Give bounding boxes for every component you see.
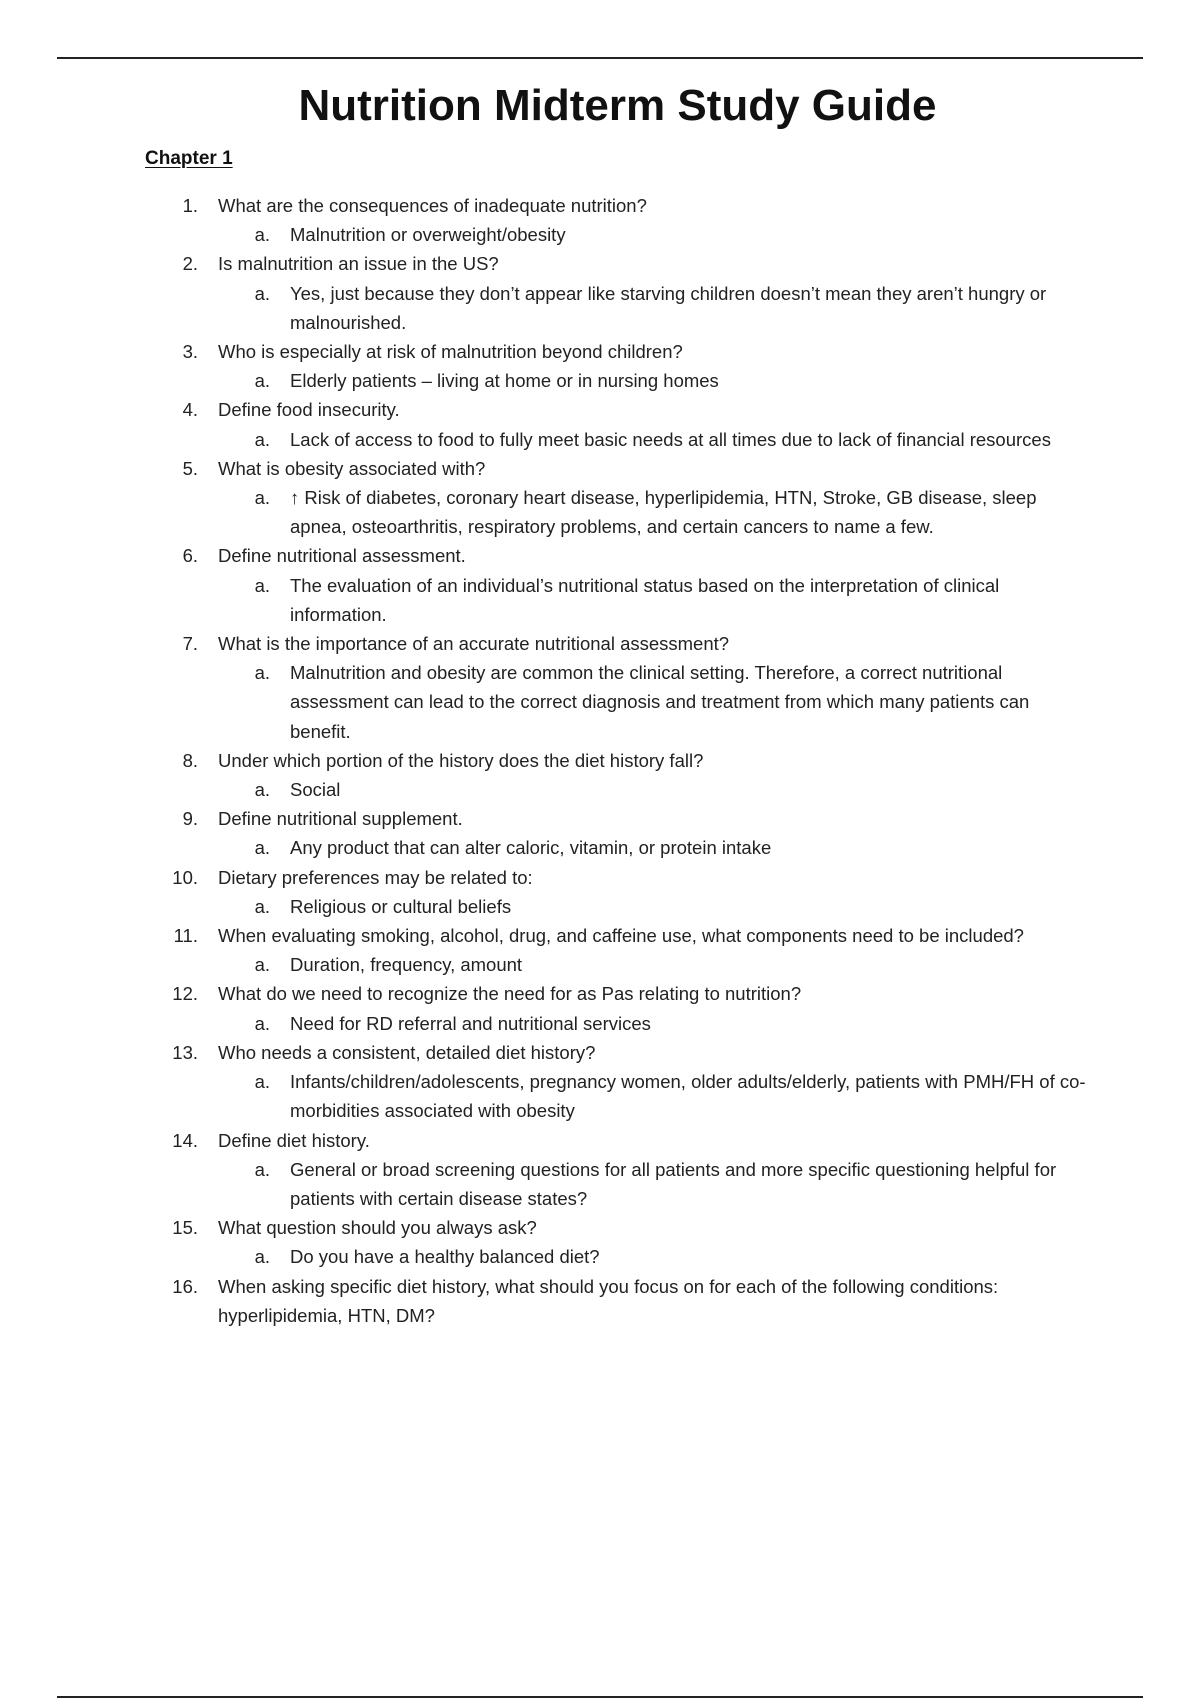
answer-text: Malnutrition and obesity are common the clinical setting. Therefore, a correct nutritional assessment can lead to the correct diagnosis and treatment from which many patients can benefit. [290,662,1030,742]
question-text: When asking specific diet history, what should you focus on for each of the following conditions: hyperlipidemia, HTN, DM? [218,1275,999,1326]
question-text: Dietary preferences may be related to: [218,866,533,888]
question-number: 3. [182,341,198,363]
answer-text: Malnutrition or overweight/obesity [290,224,566,246]
answer-text: ↑ Risk of diabetes, coronary heart disease, hyperlipidemia, HTN, Stroke, GB disease, sleep apnea, osteoarthritis, respiratory problems, and certain cancers to name a few. [290,487,1037,538]
question-item [0,746,1098,775]
answer-item [0,483,1090,541]
question-text: What question should you always ask? [218,1217,537,1239]
answer-text: The evaluation of an individual’s nutritional status based on the interpretation of clinical information. [290,574,1000,625]
question-text: Is malnutrition an issue in the US? [218,253,499,275]
question-item [0,249,1098,278]
question-item [0,629,1098,658]
question-text: What are the consequences of inadequate nutrition? [218,195,647,216]
answer-item [0,833,1090,862]
answer-item [0,1009,1090,1038]
question-number: 8. [182,749,198,771]
question-text: Define nutritional assessment. [218,545,466,567]
answer-text: Yes, just because they don’t appear like starving children doesn’t mean they aren’t hungry or malnourished. [290,282,1047,333]
answer-text: General or broad screening questions for all patients and more specific questioning helpful for patients with certain disease states? [290,1158,1057,1209]
answer-item [0,220,1090,249]
question-number: 10. [172,866,198,888]
question-item [0,541,1098,570]
answer-text: Do you have a healthy balanced diet? [290,1246,600,1268]
answer-marker: a. [254,662,270,684]
question-number: 11. [173,925,198,947]
question-number: 1. [182,195,198,216]
question-text: When evaluating smoking, alcohol, drug, and caffeine use, what components need to be included? [218,925,1024,947]
answer-marker: a. [254,895,270,917]
question-number: 12. [172,983,198,1005]
answer-text: Duration, frequency, amount [290,954,523,976]
question-text: Under which portion of the history does the diet history fall? [218,749,704,771]
answer-marker: a. [254,487,270,509]
answer-item [0,279,1090,337]
question-item [0,454,1098,483]
answer-item [0,950,1090,979]
question-text: Who needs a consistent, detailed diet history? [218,1041,596,1063]
answer-marker: a. [254,1246,270,1268]
answer-item [0,425,1090,454]
question-number: 15. [172,1217,198,1239]
chapter-heading: Chapter 1 [145,148,233,169]
top-divider [57,57,1143,59]
question-number: 4. [182,399,198,421]
answer-text: Elderly patients – living at home or in nursing homes [290,370,719,392]
answer-marker: a. [254,282,270,304]
answer-marker: a. [254,779,270,801]
question-item [0,863,1098,892]
question-item [0,1213,1098,1242]
answer-marker: a. [254,1158,270,1180]
question-number: 13. [172,1041,198,1063]
question-number: 7. [182,633,198,655]
answer-marker: a. [254,574,270,596]
question-text: Define food insecurity. [218,399,400,421]
answer-item [0,1242,1090,1271]
bottom-divider [57,1696,1143,1698]
question-text: What is obesity associated with? [218,457,486,479]
question-item [0,979,1098,1008]
question-number: 14. [172,1129,198,1151]
question-text: Define nutritional supplement. [218,808,463,830]
question-number: 16. [172,1275,198,1297]
question-item [0,1272,1098,1330]
question-text: Who is especially at risk of malnutrition beyond children? [218,341,683,363]
answer-marker: a. [254,837,270,859]
question-number: 2. [182,253,198,275]
document-title: Nutrition Midterm Study Guide [298,81,937,130]
answer-item [0,571,1090,629]
question-item [0,921,1098,950]
answer-marker: a. [254,1071,270,1093]
question-item [0,1126,1098,1155]
answer-text: Lack of access to food to fully meet basic needs at all times due to lack of financial resources [290,428,1051,450]
question-item [0,337,1098,366]
question-item [0,804,1098,833]
answer-item [0,366,1090,395]
question-list [0,191,1200,1330]
answer-marker: a. [254,954,270,976]
question-item [0,191,1098,220]
answer-item [0,892,1090,921]
answer-text: Need for RD referral and nutritional services [290,1012,651,1034]
answer-marker: a. [254,1012,270,1034]
answer-item [0,775,1090,804]
question-number: 6. [182,545,198,567]
question-text: What do we need to recognize the need for as Pas relating to nutrition? [218,983,802,1005]
answer-item [0,1067,1090,1125]
question-text: What is the importance of an accurate nutritional assessment? [218,633,730,655]
answer-text: Any product that can alter caloric, vitamin, or protein intake [290,837,772,859]
question-item [0,395,1098,424]
answer-marker: a. [254,370,270,392]
answer-marker: a. [254,224,270,246]
answer-text: Infants/children/adolescents, pregnancy women, older adults/elderly, patients with PMH/FH of co-morbidities associated with obesity [290,1071,1086,1122]
answer-text: Religious or cultural beliefs [290,895,512,917]
answer-item [0,1155,1090,1213]
question-number: 5. [182,457,198,479]
answer-item [0,658,1090,746]
question-number: 9. [182,808,198,830]
question-text: Define diet history. [218,1129,370,1151]
answer-text: Social [290,779,341,801]
answer-marker: a. [254,428,270,450]
question-item [0,1038,1098,1067]
